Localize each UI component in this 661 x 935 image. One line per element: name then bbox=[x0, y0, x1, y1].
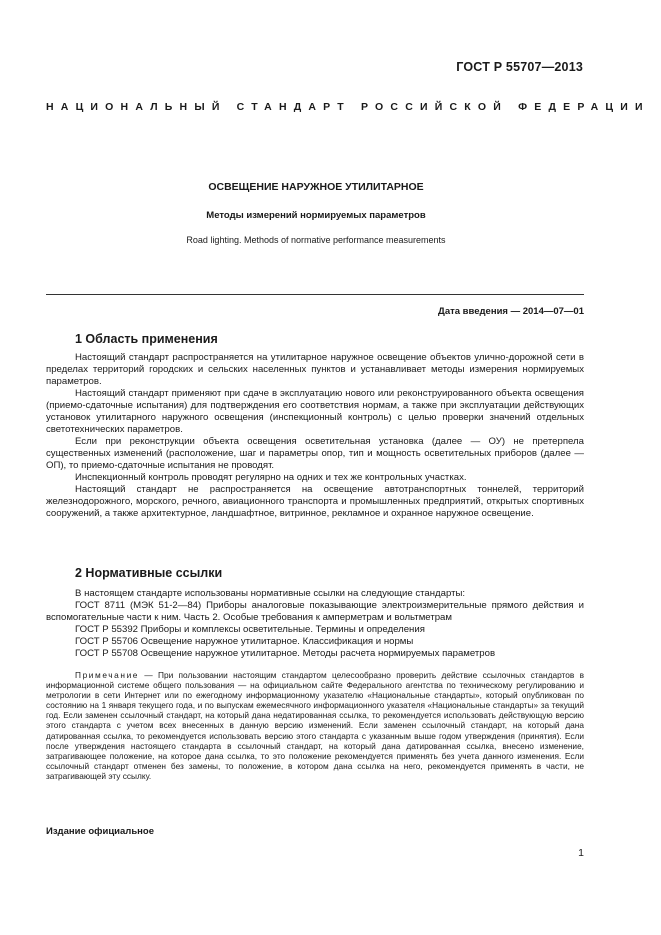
national-standard-heading: НАЦИОНАЛЬНЫЙ СТАНДАРТ РОССИЙСКОЙ ФЕДЕРАЦИИ bbox=[46, 101, 650, 113]
title-divider bbox=[46, 294, 584, 295]
normative-reference: ГОСТ Р 55706 Освещение наружное утилитарное. Классификация и нормы bbox=[75, 636, 414, 647]
section-2-intro: В настоящем стандарте использованы нормативные ссылки на следующие стандарты: bbox=[75, 588, 466, 599]
normative-reference: ГОСТ Р 55708 Освещение наружное утилитарное. Методы расчета нормируемых параметров bbox=[75, 648, 496, 659]
document-title: ОСВЕЩЕНИЕ НАРУЖНОЕ УТИЛИТАРНОЕ bbox=[208, 181, 424, 193]
reference-note bbox=[46, 670, 584, 781]
section-1-paragraph: Настоящий стандарт не распространяется на освещение автотранспортных тоннелей, территорий железнодорожного, морского, речного, авиационного транспорта и промышленных предприятий, открытых спортивных сооружений, а также архитектурное, ландшафтное, витринное, рекламное и охранное наружное освещение. bbox=[46, 484, 584, 519]
section-2-body bbox=[46, 588, 584, 660]
note-text: — При пользовании настоящим стандартом целесообразно проверить действие ссылочных стандартов в информационной системе общего пользования — на официальном сайте Федерального агентства по техническому регулированию и метрологии в сети Интернет или по ежегодному информационному указателю «Национальные стандарты», который опубликован по состоянию на 1 января текущего года, и по выпускам ежемесячного информационного указателя «Национальные стандарты» за текущий год. Если заменен ссылочный стандарт, на который дана недатированная ссылка, то рекомендуется использовать действующую версию этого стандарта с учетом всех внесенных в данную версию изменений. Если заменен ссылочный стандарт, на который дана датированная ссылка, то рекомендуется использовать версию этого стандарта с указанным выше годом утверждения (принятия). Если после утверждения настоящего стандарта в ссылочный стандарт, на который дана датированная ссылка, внесено изменение, затрагивающее положение, на которое дана ссылка, то это положение рекомендуется применять без учета данного изменения. Если ссылочный стандарт отменен без замены, то положение, в котором дана ссылка на него, рекомендуется применять в части, не затрагивающей эту ссылку. bbox=[46, 670, 584, 781]
document-id: ГОСТ Р 55707—2013 bbox=[456, 60, 583, 74]
section-1-paragraph: Инспекционный контроль проводят регулярно на одних и тех же контрольных участках. bbox=[75, 472, 467, 483]
page-number: 1 bbox=[578, 847, 584, 859]
document-subtitle: Методы измерений нормируемых параметров bbox=[206, 210, 426, 221]
normative-reference: ГОСТ 8711 (МЭК 51-2—84) Приборы аналоговые показывающие электроизмерительные прямого действия и вспомогательные части к ним. Часть 2. Особые требования к амперметрам и вольтметрам bbox=[46, 600, 584, 623]
section-1-paragraph: Если при реконструкции объекта освещения осветительная установка (далее — ОУ) не претерпела существенных изменений (расположение, шаг и параметры опор, тип и мощность осветительных приборов (далее — ОП), то приемо-сдаточные испытания не проводят. bbox=[46, 436, 584, 471]
section-1-body bbox=[46, 352, 584, 520]
section-2-heading: 2 Нормативные ссылки bbox=[75, 566, 223, 580]
section-1-paragraph: Настоящий стандарт распространяется на утилитарное наружное освещение объектов улично-дорожной сети в пределах территорий городских и сельских населенных пунктов и устанавливает методы измерения нормируемых параметров. bbox=[46, 352, 584, 387]
document-title-english: Road lighting. Methods of normative performance measurements bbox=[186, 235, 446, 245]
section-1-paragraph: Настоящий стандарт применяют при сдаче в эксплуатацию нового или реконструированного объекта освещения (приемо-сдаточные испытания) для подтверждения его соответствия нормам, а также при эксплуатации действующих установок утилитарного наружного освещения (инспекционный контроль) с целью проверки значений отдельных светотехнических параметров. bbox=[46, 388, 584, 435]
note-label: Примечание bbox=[75, 670, 140, 680]
introduction-date: Дата введения — 2014—07—01 bbox=[438, 306, 584, 317]
normative-reference: ГОСТ Р 55392 Приборы и комплексы осветительные. Термины и определения bbox=[75, 624, 425, 635]
section-1-heading: 1 Область применения bbox=[75, 332, 218, 346]
official-edition-label: Издание официальное bbox=[46, 826, 154, 837]
